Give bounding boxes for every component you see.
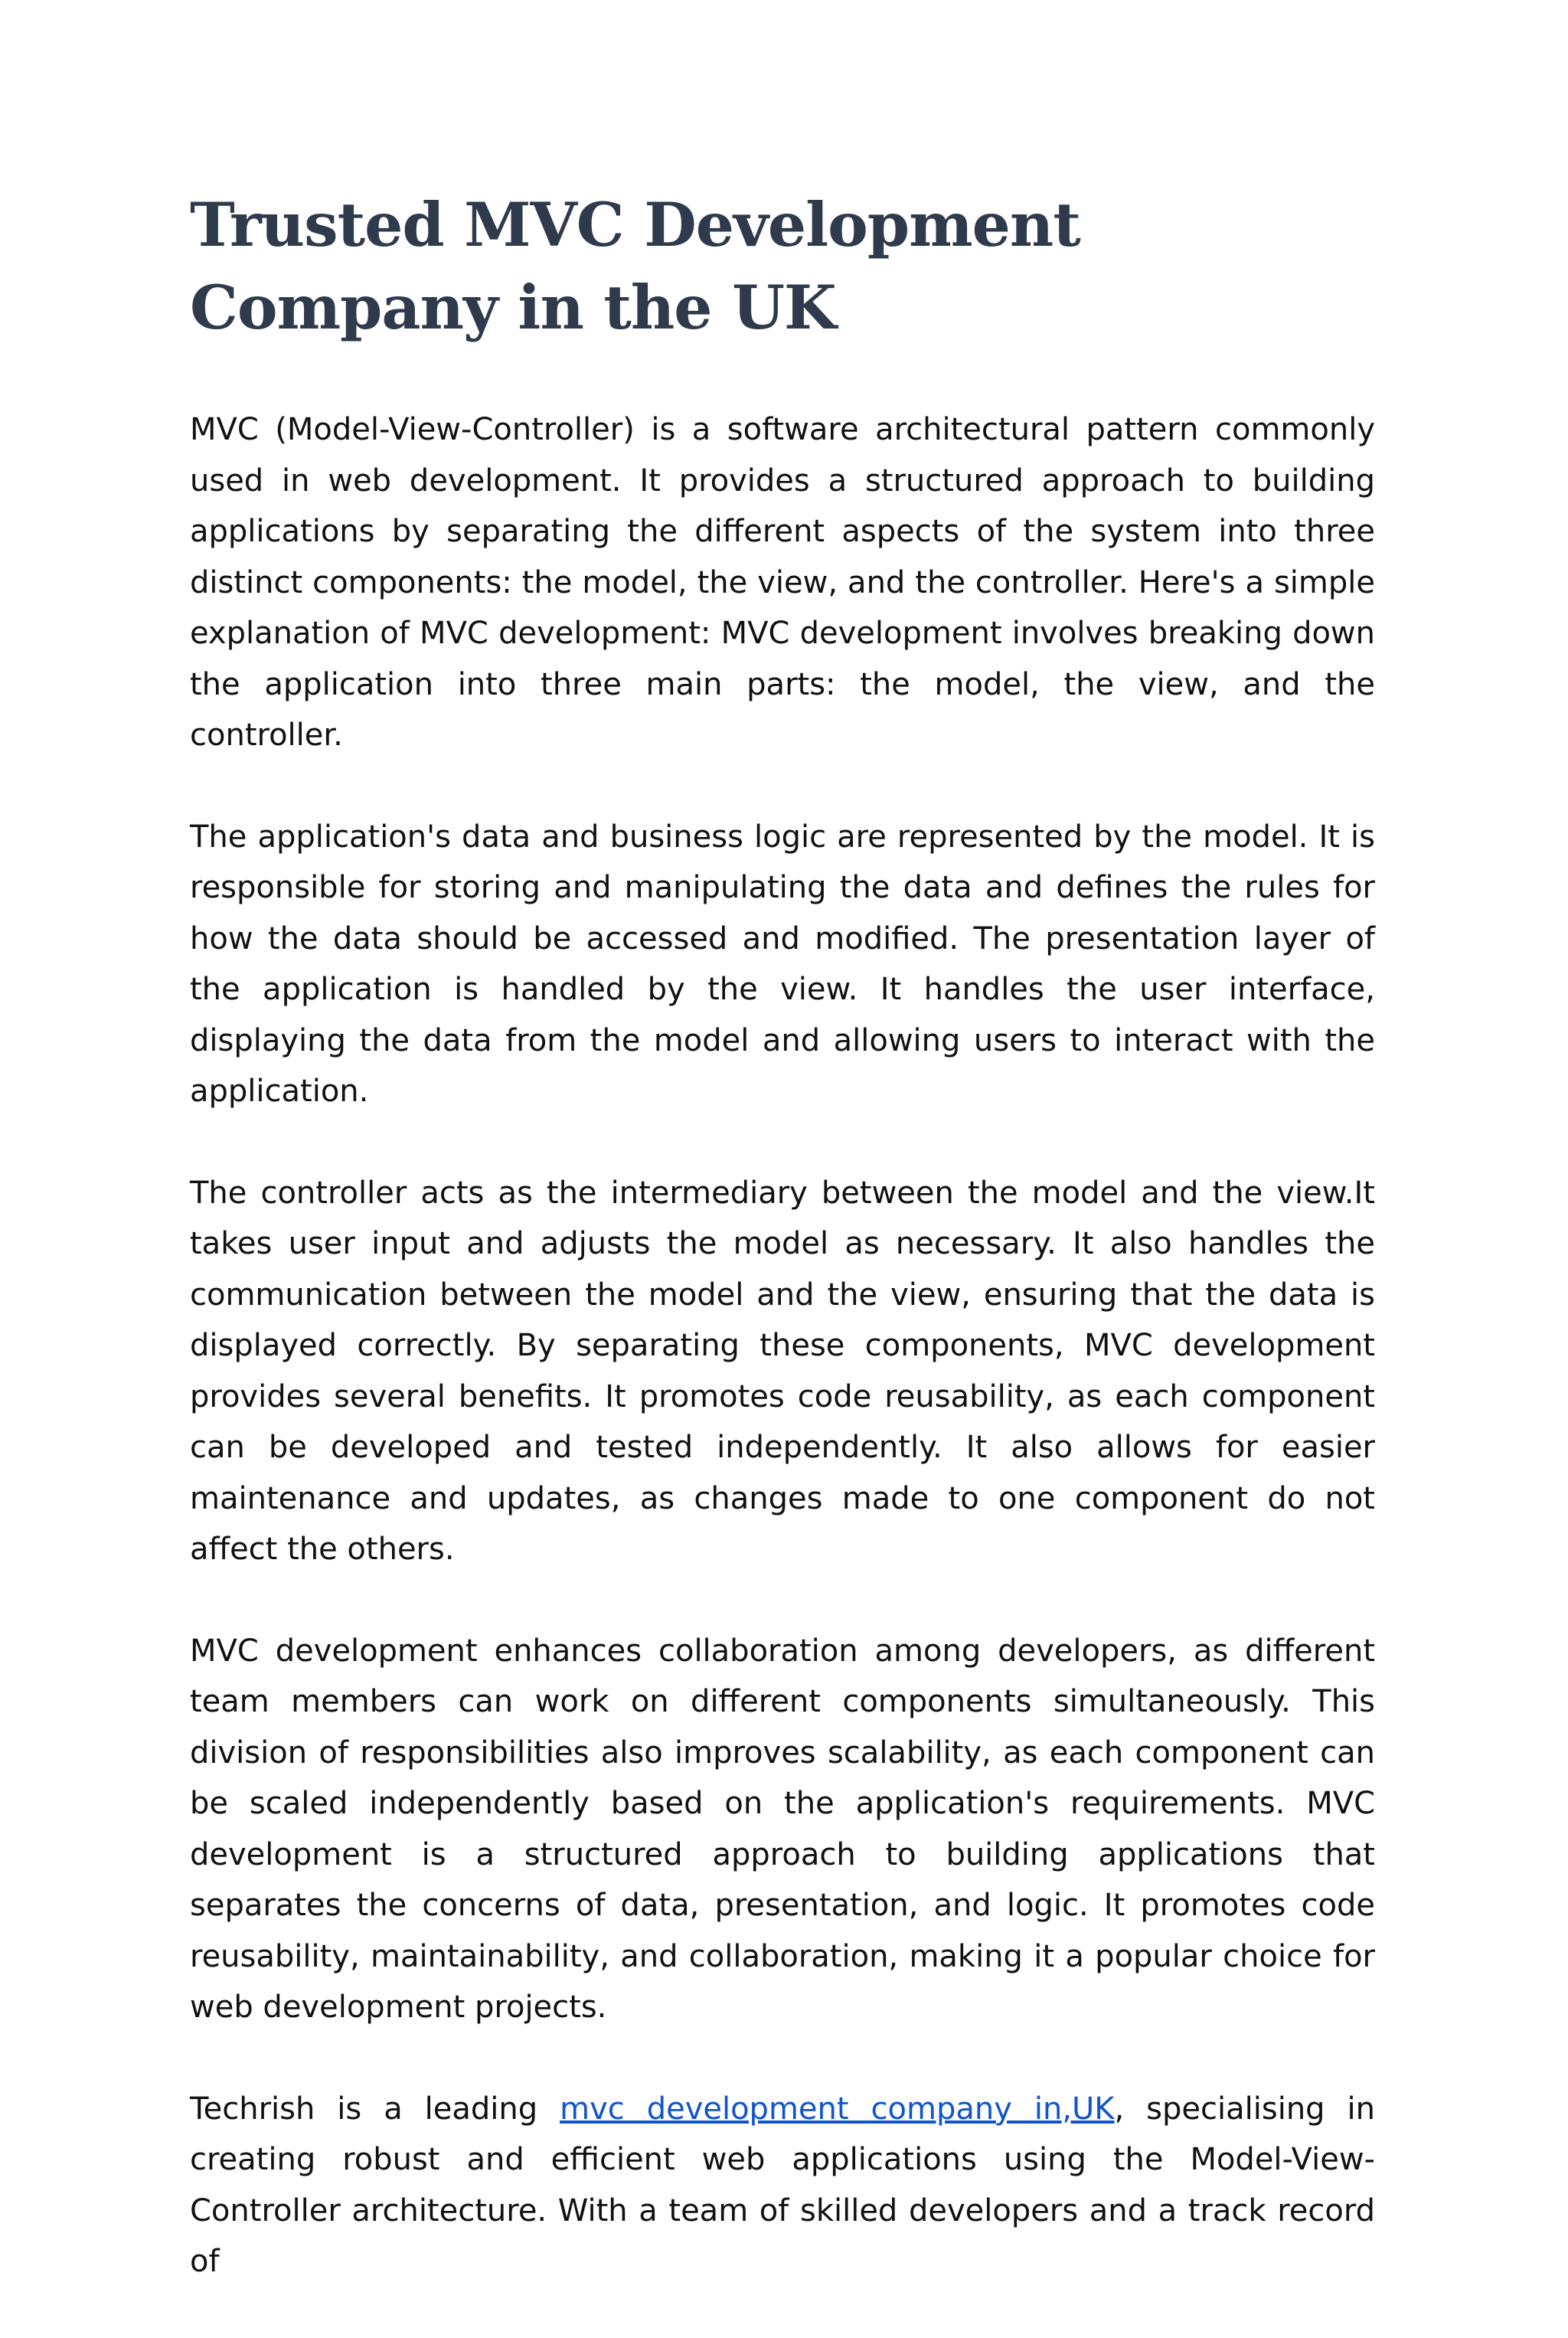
- mvc-company-link[interactable]: mvc development company in,UK: [560, 2091, 1115, 2127]
- paragraph-collaboration: MVC development enhances collaboration among developers, as different team members can work on different components simultaneously. This division of responsibilities also improves scalability, as each component can be scaled independently based on the application's requirements. MVC development is a structured approach to building applications that separates the concerns of data, presentation, and logic. It promotes code reusability, maintainability, and collaboration, making it a popular choice for web development projects.: [190, 1633, 1375, 2025]
- page-title: Trusted MVC Development Company in the UK: [190, 189, 1080, 343]
- techrish-text-before-link: Techrish is a leading: [190, 2091, 560, 2127]
- paragraph-controller: The controller acts as the intermediary between the model and the view.It takes user input and adjusts the model as necessary. It also handles the communication between the model and the view, ensuring that the data is displayed correctly. By separating these components, MVC development provides several benefits. It promotes code reusability, as each component can be developed and tested independently. It also allows for easier maintenance and updates, as changes made to one component do not affect the others.: [190, 1175, 1375, 1567]
- paragraph-intro: MVC (Model-View-Controller) is a software architectural pattern commonly used in web development. It provides a structured approach to building applications by separating the different aspects of the system into three distinct components: the model, the view, and the controller. Here's a simple explanation of MVC development: MVC development involves breaking down the application into three main parts: the model, the view, and the controller.: [190, 412, 1375, 753]
- document-body: [190, 184, 1375, 2338]
- paragraph-model-view: The application's data and business logic are represented by the model. It is responsible for storing and manipulating the data and defines the rules for how the data should be accessed and modified. The presentation layer of the application is handled by the view. It handles the user interface, displaying the data from the model and allowing users to interact with the application.: [190, 819, 1375, 1109]
- paragraph-techrish: [190, 2084, 1375, 2287]
- techrish-text-after-link: , specialising in creating robust and efficient web applications using the Model-View-Controller architecture. With a team of skilled developers and a track record of: [190, 2091, 1375, 2279]
